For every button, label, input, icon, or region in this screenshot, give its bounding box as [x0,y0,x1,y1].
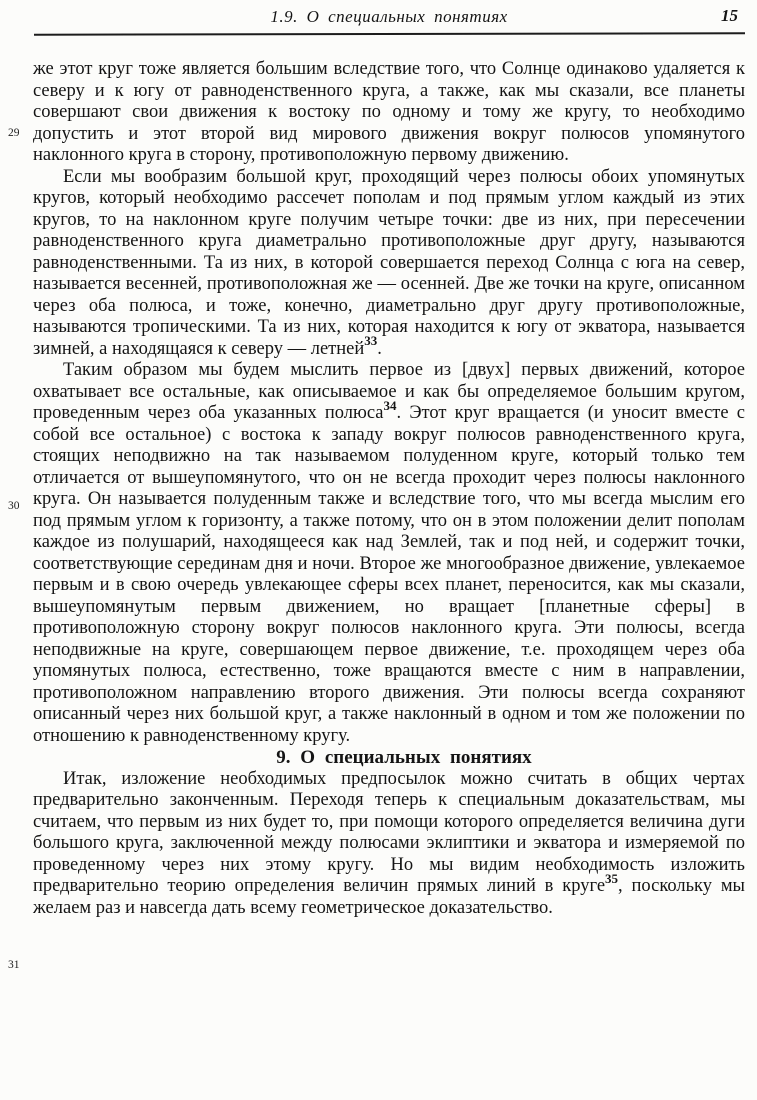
footnote-ref-35: 35 [605,870,619,886]
margin-line-number-30: 30 [8,500,20,512]
margin-line-number-29: 29 [8,127,20,139]
page-body [33,59,745,919]
paragraph-continuation [33,59,745,167]
paragraph-text: . Этот круг вращается (и уносит вместе с собой все остальное) с востока к западу вокруг полюсов равноденственного круга, стоящих неподвижно на так называемом полуденном круге, который только тем отличается от вышеупомянутого, что он не всегда проходит через полюсы наклонного круга. Он называется полуденным также и вследствие того, что мы всегда мыслим его под прямым углом к горизонту, а также потому, что он в этом положении делит пополам каждое из полушарий, находящееся как над Землей, так и под ней, и содержит точки, соответствующие серединам дня и ночи. Второе же многообразное движение, увлекаемое первым и в свою очередь увлекающее сферы всех планет, переносится, как мы сказали, вышеупомянутым первым движением, но вращает [планетные сферы] в противоположную сторону вокруг полюсов наклонного круга. Эти полюсы, всегда неподвижные на круге, совершающем первое движение, т.е. проходящем через оба упомянутых полюса, естественно, тоже вращаются вместе с ним в направлении, противоположном направлению второго движения. Эти полюсы всегда сохраняют описанный через них большой круг, а также наклонный в одном и том же положении по отношению к равноденственному кругу. [33,403,745,746]
paragraph [33,769,745,920]
paragraph [33,360,745,747]
paragraph-text: же этот круг тоже является большим вследствие того, что Солнце одинаково удаляется к северу и к югу от равноденственного круга, а также, как мы сказали, все планеты совершают свои движения к востоку по одному и тому же кругу, то необходимо допустить и этот второй вид мирового движения вокруг полюсов упомянутого наклонного круга в сторону, противоположную первому движению. [33,59,745,165]
footnote-ref-34: 34 [383,397,397,413]
margin-line-number-31: 31 [8,959,20,971]
page-number: 15 [721,6,738,25]
paragraph-text: . [377,338,382,359]
header-rule [34,32,745,35]
paragraph [33,167,745,361]
paragraph-text: Если мы вообразим большой круг, проходящий через полюсы обоих упомянутых кругов, который необходимо рассечет пополам и под прямым углом каждый из этих кругов, то на наклонном круге получим четыре точки: две из них, при пересечении равноденственного круга диаметрально противоположные друг другу, называются равноденственными. Та из них, в которой совершается переход Солнца с юга на север, называется весенней, противоположная же — осенней. Две же точки на круге, описанном через оба полюса, и тоже, конечно, диаметрально друг другу противоположные, называются тропическими. Та из них, которая находится к югу от экватора, называется зимней, а находящаяся к северу — летней [33,166,745,359]
paragraph-text: Итак, изложение необходимых предпосылок можно считать в общих чертах предварительно законченным. Переходя теперь к специальным доказательствам, мы считаем, что первым из них будет то, при помощи которого определяется величина дуги большого круга, заключенной между полюсами эклиптики и экватора и измеряемой по проведенному через них этому кругу. Но мы видим необходимость изложить предварительно теорию определения величин прямых линий в круге [33,768,745,896]
section-heading: 9. О специальных понятиях [276,747,532,768]
footnote-ref-33: 33 [364,333,378,349]
paragraph-text: Таким образом мы будем мыслить первое из [двух] первых движений, которое охватывает все остальные, как описываемое и как бы определяемое большим кругом, проведенным через оба указанных полюса [33,360,745,423]
paragraph-text: , поскольку мы желаем раз и навсегда дать всему геометрическое доказательство. [33,876,745,918]
running-title: 1.9. О специальных понятиях [270,7,508,26]
